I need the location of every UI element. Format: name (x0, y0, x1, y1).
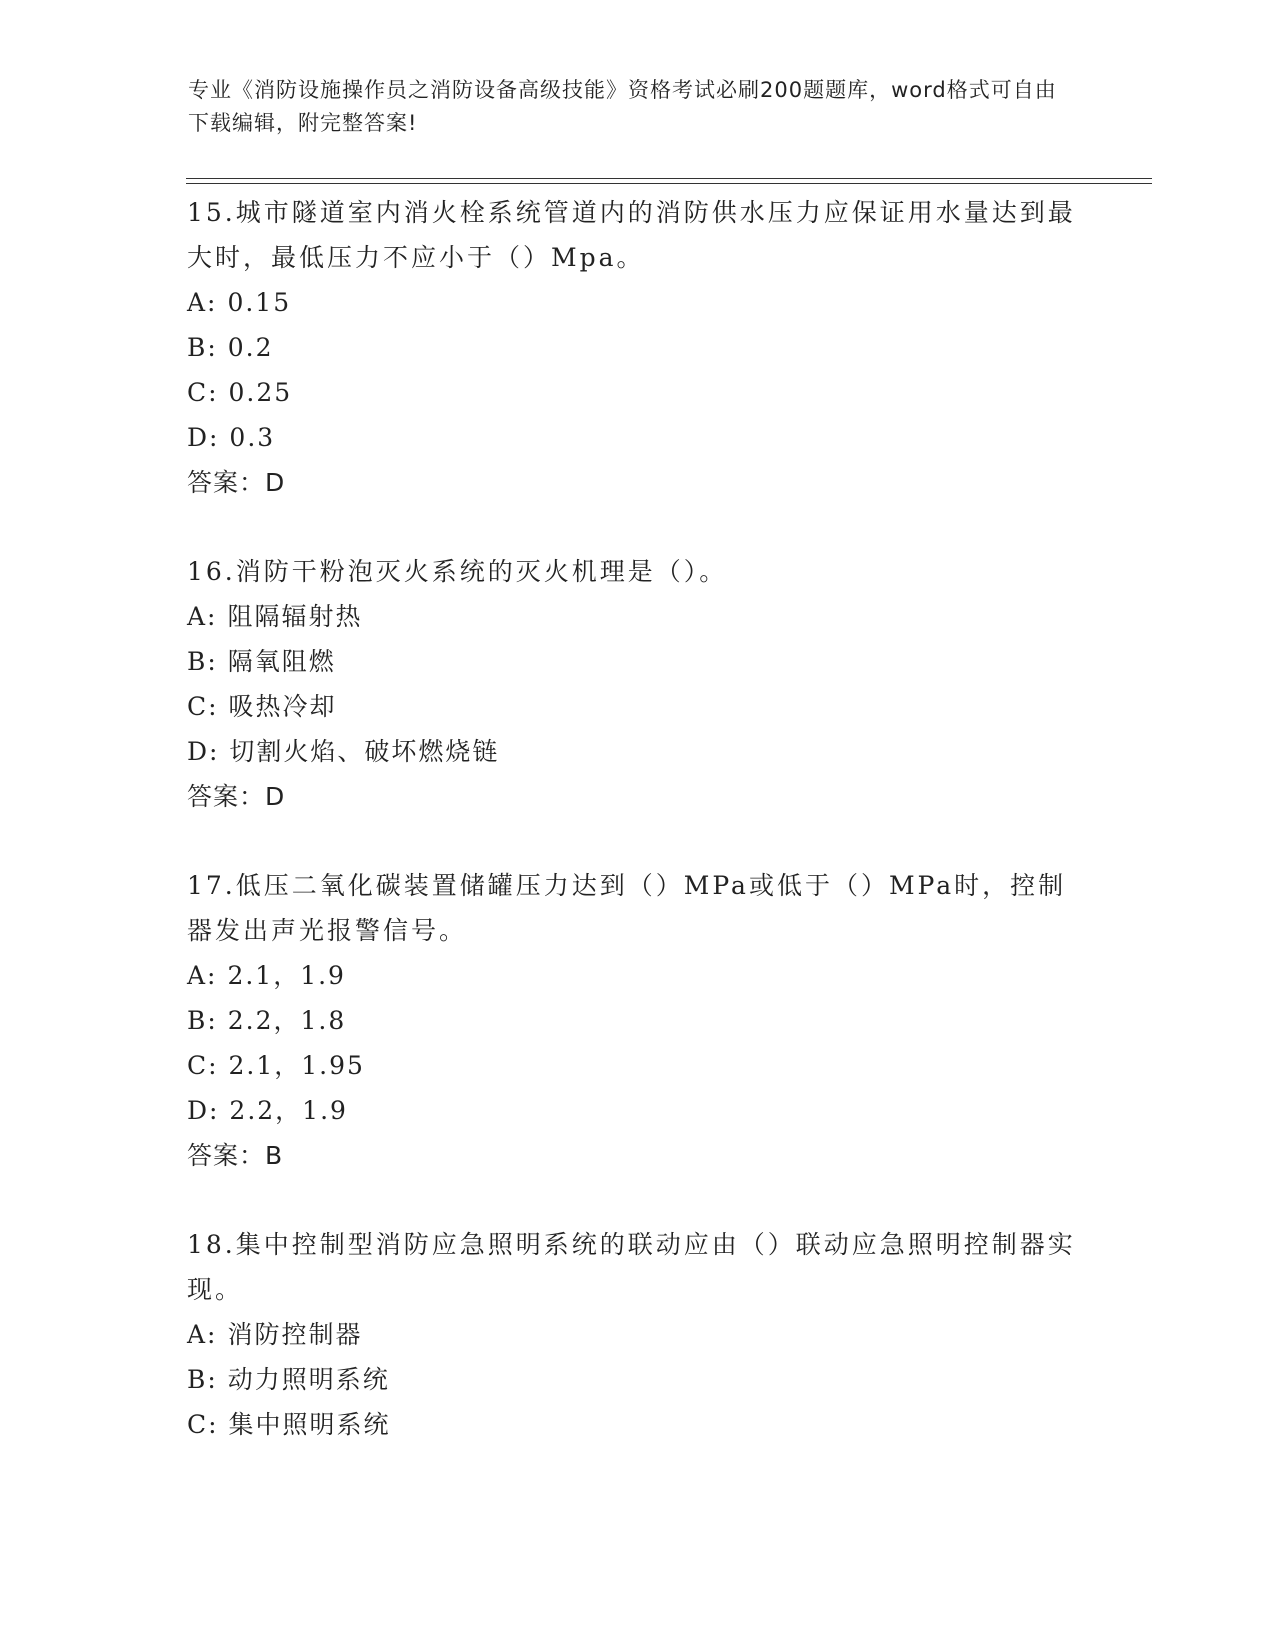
option-key: B: (187, 1365, 218, 1394)
option-text: 2.2，1.9 (229, 1096, 348, 1125)
option-key: A: (187, 1320, 218, 1349)
option-key: B: (187, 1006, 218, 1035)
option-c (187, 370, 1087, 415)
option-text: 切割火焰、破坏燃烧链 (229, 737, 500, 766)
question-stem: 15.城市隧道室内消火栓系统管道内的消防供水压力应保证用水量达到最大时，最低压力不应小于（）Mpa。 (187, 198, 1076, 272)
option-key: A: (187, 602, 218, 631)
question-16 (187, 549, 1087, 819)
option-b (187, 639, 1087, 684)
option-d (187, 415, 1087, 460)
question-stem: 18.集中控制型消防应急照明系统的联动应由（）联动应急照明控制器实现。 (187, 1230, 1076, 1304)
answer: 答案：D (187, 782, 286, 811)
option-c (187, 1402, 1087, 1447)
option-text: 隔氧阻燃 (227, 647, 336, 676)
option-key: C: (187, 1051, 219, 1080)
option-key: B: (187, 647, 218, 676)
option-key: D: (187, 1096, 220, 1125)
option-b (187, 1357, 1087, 1402)
option-key: D: (187, 423, 220, 452)
option-text: 2.1，1.95 (228, 1051, 365, 1080)
option-key: D: (187, 737, 220, 766)
answer: 答案：D (187, 468, 286, 497)
option-a (187, 280, 1087, 325)
answer: 答案：B (187, 1141, 284, 1170)
option-text: 阻隔辐射热 (227, 602, 363, 631)
option-text: 0.2 (227, 333, 274, 362)
option-text: 2.2，1.8 (227, 1006, 347, 1035)
option-key: A: (187, 961, 218, 990)
option-b (187, 998, 1087, 1043)
option-key: B: (187, 333, 218, 362)
header-divider-top (186, 178, 1152, 179)
option-a (187, 953, 1087, 998)
question-list (187, 190, 1087, 1491)
option-d (187, 729, 1087, 774)
option-text: 吸热冷却 (228, 692, 337, 721)
question-18 (187, 1222, 1087, 1447)
option-d (187, 1088, 1087, 1133)
option-text: 动力照明系统 (227, 1365, 390, 1394)
option-text: 消防控制器 (227, 1320, 363, 1349)
option-key: C: (187, 692, 219, 721)
option-c (187, 684, 1087, 729)
question-15 (187, 190, 1087, 505)
option-text: 2.1，1.9 (227, 961, 346, 990)
question-17 (187, 863, 1087, 1178)
option-key: C: (187, 1410, 219, 1439)
option-c (187, 1043, 1087, 1088)
option-b (187, 325, 1087, 370)
question-stem: 16.消防干粉泡灭火系统的灭火机理是（）。 (187, 557, 728, 586)
option-a (187, 1312, 1087, 1357)
option-text: 集中照明系统 (228, 1410, 391, 1439)
option-key: C: (187, 378, 219, 407)
option-text: 0.15 (227, 288, 292, 317)
option-text: 0.25 (228, 378, 293, 407)
option-a (187, 594, 1087, 639)
question-stem: 17.低压二氧化碳装置储罐压力达到（）MPa或低于（）MPa时，控制器发出声光报警信号。 (187, 871, 1067, 945)
document-header: 专业《消防设施操作员之消防设备高级技能》资格考试必刷200题题库，word格式可自由下载编辑，附完整答案! (188, 78, 1057, 135)
option-key: A: (187, 288, 218, 317)
header-divider-bottom (186, 183, 1152, 184)
option-text: 0.3 (229, 423, 276, 452)
